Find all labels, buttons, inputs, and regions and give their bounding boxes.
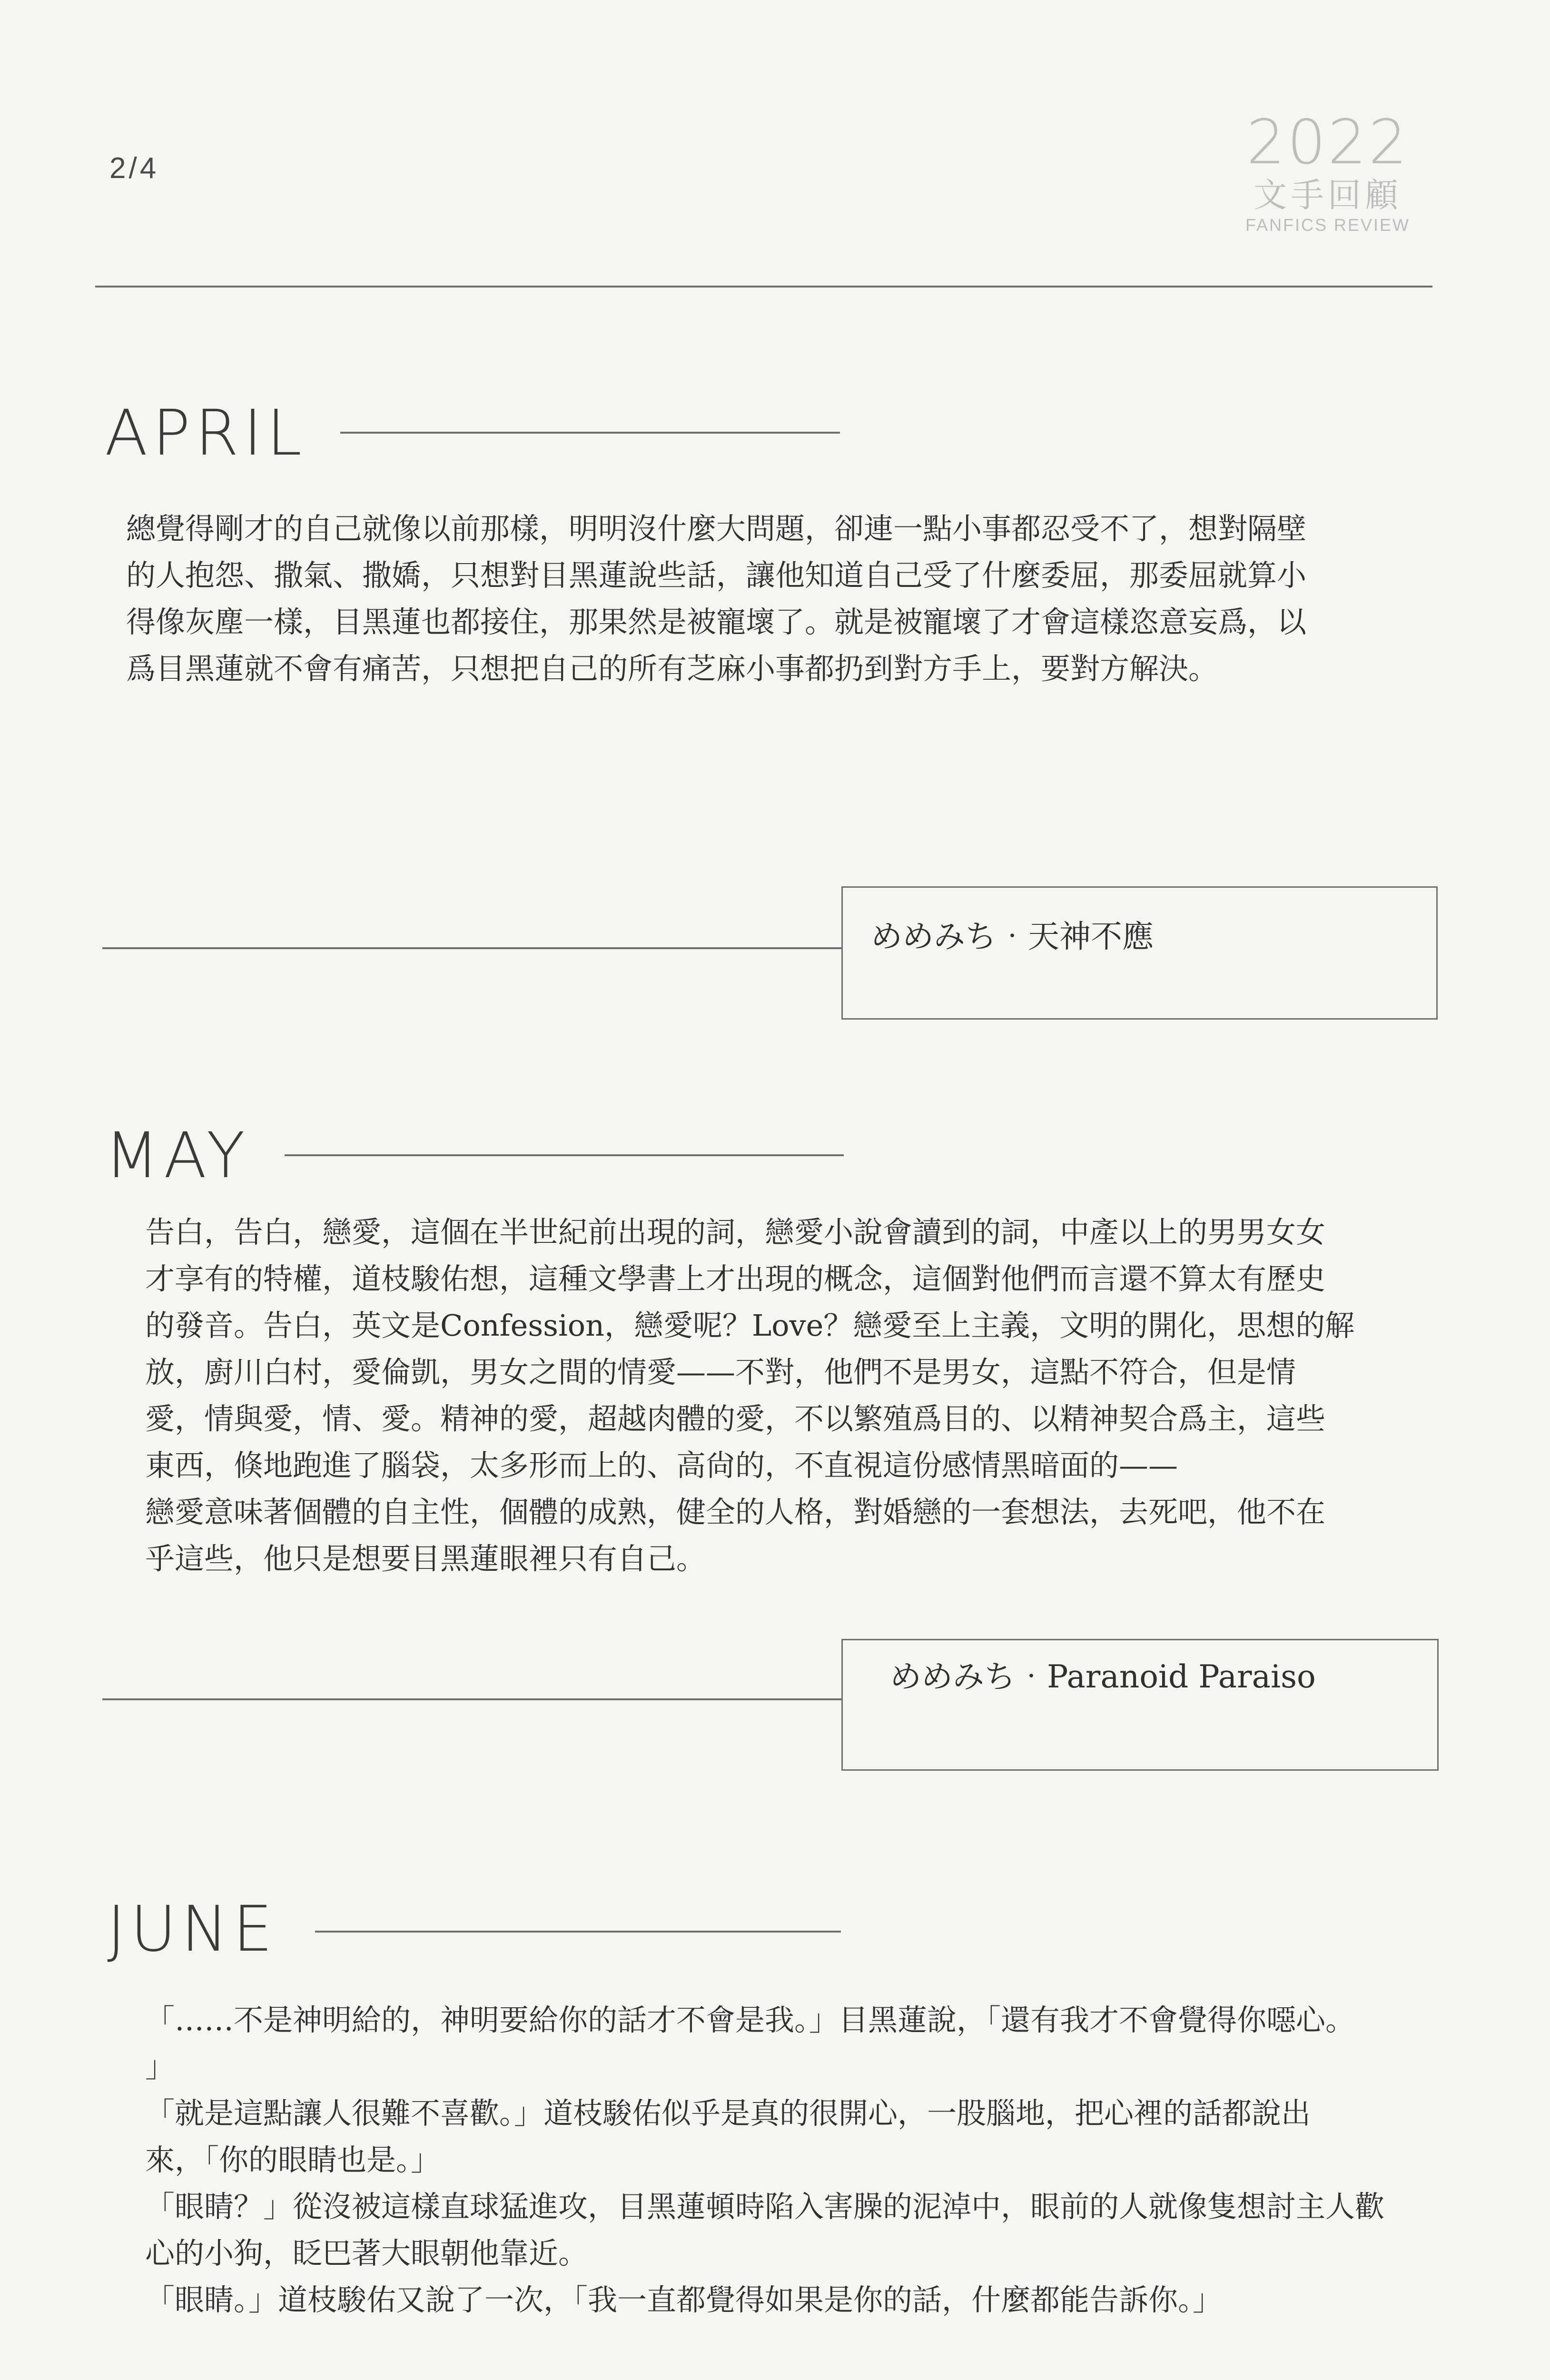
section-text-april: 總覺得剛才的自己就像以前那樣，明明沒什麼大問題，卻連一點小事都忍受不了，想對隔壁 的人抱怨、撒氣、撒嬌，只想對目黑蓮說些話，讓他知道自己受了什麼委屈，那委屈就算小 得像灰塵一樣，目黑蓮也都接住，那果然是被寵壞了。就是被寵壞了才會這樣恣意妄爲，以 爲目黑蓮就不會有痛苦，只想把自己的所有芝麻小事都扔到對方手上，要對方解決。 (126, 511, 1307, 686)
section-month-may: MAY (105, 1119, 250, 1192)
header-divider (95, 286, 1432, 288)
logo-year: 2022 (1246, 107, 1409, 178)
section-month-june: JUNE (107, 1893, 277, 1966)
source-title-may: めめみち‧Paranoid Paraiso (890, 1658, 1316, 1695)
month-rule-april (340, 432, 840, 434)
review-logo (1228, 109, 1428, 236)
source-rule-may (102, 1698, 842, 1700)
logo-title-cn: 文手回顧 (1254, 176, 1402, 215)
section-text-may: 告白，告白，戀愛，這個在半世紀前出現的詞，戀愛小說會讀到的詞，中產以上的男男女女 才享有的特權，道枝駿佑想，這種文學書上才出現的概念，這個對他們而言還不算太有歷史 的發音。告白，英文是Confession，戀愛呢？Love？戀愛至上主義，文明的開化，思想的解 放，廚川白村，愛倫凱，男女之間的情愛——不對，他們不是男女，這點不符合，但是情 愛，情與愛，情、愛。精神的愛，超越肉體的愛，不以繁殖爲目的、以精神契合爲主，這些 東西，倏地跑進了腦袋，太多形而上的、高尙的，不直視這份感情黑暗面的—— 戀愛意味著個體的自主性，個體的成熟，健全的人格，對婚戀的一套想法，去死吧，他不在 乎這些，他只是想要目黑蓮眼裡只有自己。 (145, 1215, 1355, 1576)
source-rule-april (102, 947, 842, 949)
source-title-april: めめみち‧天神不應 (871, 918, 1154, 955)
logo-title-en: FANFICS REVIEW (1245, 215, 1411, 235)
month-rule-june (315, 1931, 841, 1933)
section-text-june: 「……不是神明給的，神明要給你的話才不會是我。」目黑蓮說，「還有我才不會覺得你噁心。 」 「就是這點讓人很難不喜歡。」道枝駿佑似乎是真的很開心，一股腦地，把心裡的話都說出 來，「你的眼睛也是。」 「眼睛？」從沒被這樣直球猛進攻，目黑蓮頓時陷入害臊的泥淖中，眼前的人就像隻想討主人歡 心的小狗，眨巴著大眼朝他靠近。 「眼睛。」道枝駿佑又說了一次，「我一直都覺得如果是你的話，什麼都能告訴你。」 (145, 2003, 1385, 2317)
page-number: 2/4 (109, 152, 159, 185)
section-month-april: APRIL (105, 397, 307, 470)
month-rule-may (285, 1154, 844, 1156)
